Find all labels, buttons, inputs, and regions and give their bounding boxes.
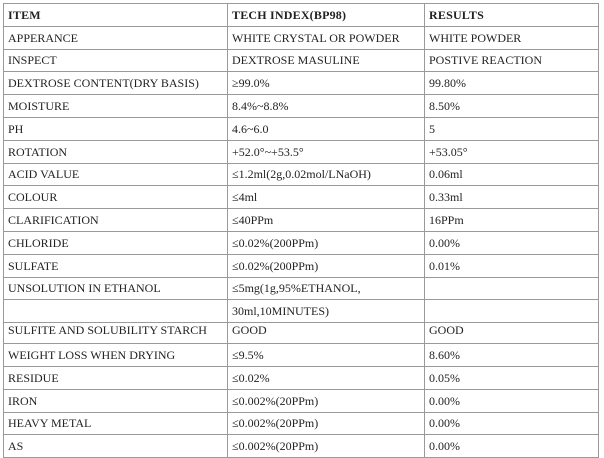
result-cell: 16PPm bbox=[425, 209, 599, 232]
result-cell: 0.00% bbox=[425, 435, 599, 458]
item-cell bbox=[4, 300, 228, 323]
item-cell: MOISTURE bbox=[4, 95, 228, 118]
result-cell: 0.00% bbox=[425, 389, 599, 412]
table-row bbox=[4, 300, 599, 323]
table-row bbox=[4, 435, 599, 458]
result-cell: 0.05% bbox=[425, 366, 599, 389]
table-row bbox=[4, 186, 599, 209]
item-cell-text: SULFITE AND SOLUBILITY STARCH bbox=[8, 323, 207, 338]
item-cell: UNSOLUTION IN ETHANOL bbox=[4, 277, 228, 300]
item-cell: RESIDUE bbox=[4, 366, 228, 389]
index-cell: 30ml,10MINUTES) bbox=[228, 300, 425, 323]
result-cell: 8.60% bbox=[425, 344, 599, 367]
index-cell: DEXTROSE MASULINE bbox=[228, 49, 425, 72]
header-tech-index: TECH INDEX(BP98) bbox=[228, 4, 425, 27]
header-item: ITEM bbox=[4, 4, 228, 27]
index-cell: 4.6~6.0 bbox=[228, 117, 425, 140]
specification-table bbox=[3, 3, 599, 458]
table-row bbox=[4, 389, 599, 412]
result-cell bbox=[425, 277, 599, 300]
item-cell: INSPECT bbox=[4, 49, 228, 72]
table-row bbox=[4, 209, 599, 232]
result-cell: WHITE POWDER bbox=[425, 26, 599, 49]
result-cell bbox=[425, 300, 599, 323]
table-row bbox=[4, 277, 599, 300]
result-cell: 0.33ml bbox=[425, 186, 599, 209]
result-cell: 5 bbox=[425, 117, 599, 140]
index-cell: ≤9.5% bbox=[228, 344, 425, 367]
item-cell bbox=[4, 323, 228, 344]
index-cell: ≤4ml bbox=[228, 186, 425, 209]
index-cell: ≤0.002%(20PPm) bbox=[228, 435, 425, 458]
item-cell: APPERANCE bbox=[4, 26, 228, 49]
result-cell: 0.00% bbox=[425, 231, 599, 254]
table-row bbox=[4, 366, 599, 389]
table-row bbox=[4, 163, 599, 186]
item-cell: WEIGHT LOSS WHEN DRYING bbox=[4, 344, 228, 367]
result-cell: +53.05° bbox=[425, 140, 599, 163]
table-row bbox=[4, 49, 599, 72]
table-row bbox=[4, 254, 599, 277]
result-cell: GOOD bbox=[425, 323, 599, 344]
index-cell: ≤0.02%(200PPm) bbox=[228, 254, 425, 277]
table-row bbox=[4, 412, 599, 435]
result-cell: POSTIVE REACTION bbox=[425, 49, 599, 72]
item-cell: COLOUR bbox=[4, 186, 228, 209]
index-cell: WHITE CRYSTAL OR POWDER bbox=[228, 26, 425, 49]
item-cell: IRON bbox=[4, 389, 228, 412]
index-cell: ≤40PPm bbox=[228, 209, 425, 232]
result-cell: 0.00% bbox=[425, 412, 599, 435]
index-cell: ≤0.002%(20PPm) bbox=[228, 412, 425, 435]
table-row bbox=[4, 231, 599, 254]
item-cell: CHLORIDE bbox=[4, 231, 228, 254]
table-row bbox=[4, 344, 599, 367]
item-cell: PH bbox=[4, 117, 228, 140]
item-cell: SULFATE bbox=[4, 254, 228, 277]
index-cell: GOOD bbox=[228, 323, 425, 344]
index-cell: ≤0.002%(20PPm) bbox=[228, 389, 425, 412]
item-cell: HEAVY METAL bbox=[4, 412, 228, 435]
table-row bbox=[4, 95, 599, 118]
index-cell: ≥99.0% bbox=[228, 72, 425, 95]
header-results: RESULTS bbox=[425, 4, 599, 27]
table-row bbox=[4, 117, 599, 140]
result-cell: 0.01% bbox=[425, 254, 599, 277]
index-cell: ≤0.02% bbox=[228, 366, 425, 389]
index-cell: ≤1.2ml(2g,0.02mol/LNaOH) bbox=[228, 163, 425, 186]
item-cell: DEXTROSE CONTENT(DRY BASIS) bbox=[4, 72, 228, 95]
index-cell: ≤5mg(1g,95%ETHANOL, bbox=[228, 277, 425, 300]
table-row bbox=[4, 26, 599, 49]
index-cell: 8.4%~8.8% bbox=[228, 95, 425, 118]
index-cell: +52.0°~+53.5° bbox=[228, 140, 425, 163]
table-row bbox=[4, 323, 599, 344]
item-cell: AS bbox=[4, 435, 228, 458]
result-cell: 8.50% bbox=[425, 95, 599, 118]
table-row bbox=[4, 140, 599, 163]
header-row bbox=[4, 4, 599, 27]
item-cell: ROTATION bbox=[4, 140, 228, 163]
table-row bbox=[4, 72, 599, 95]
result-cell: 0.06ml bbox=[425, 163, 599, 186]
index-cell: ≤0.02%(200PPm) bbox=[228, 231, 425, 254]
item-cell: CLARIFICATION bbox=[4, 209, 228, 232]
result-cell: 99.80% bbox=[425, 72, 599, 95]
item-cell: ACID VALUE bbox=[4, 163, 228, 186]
